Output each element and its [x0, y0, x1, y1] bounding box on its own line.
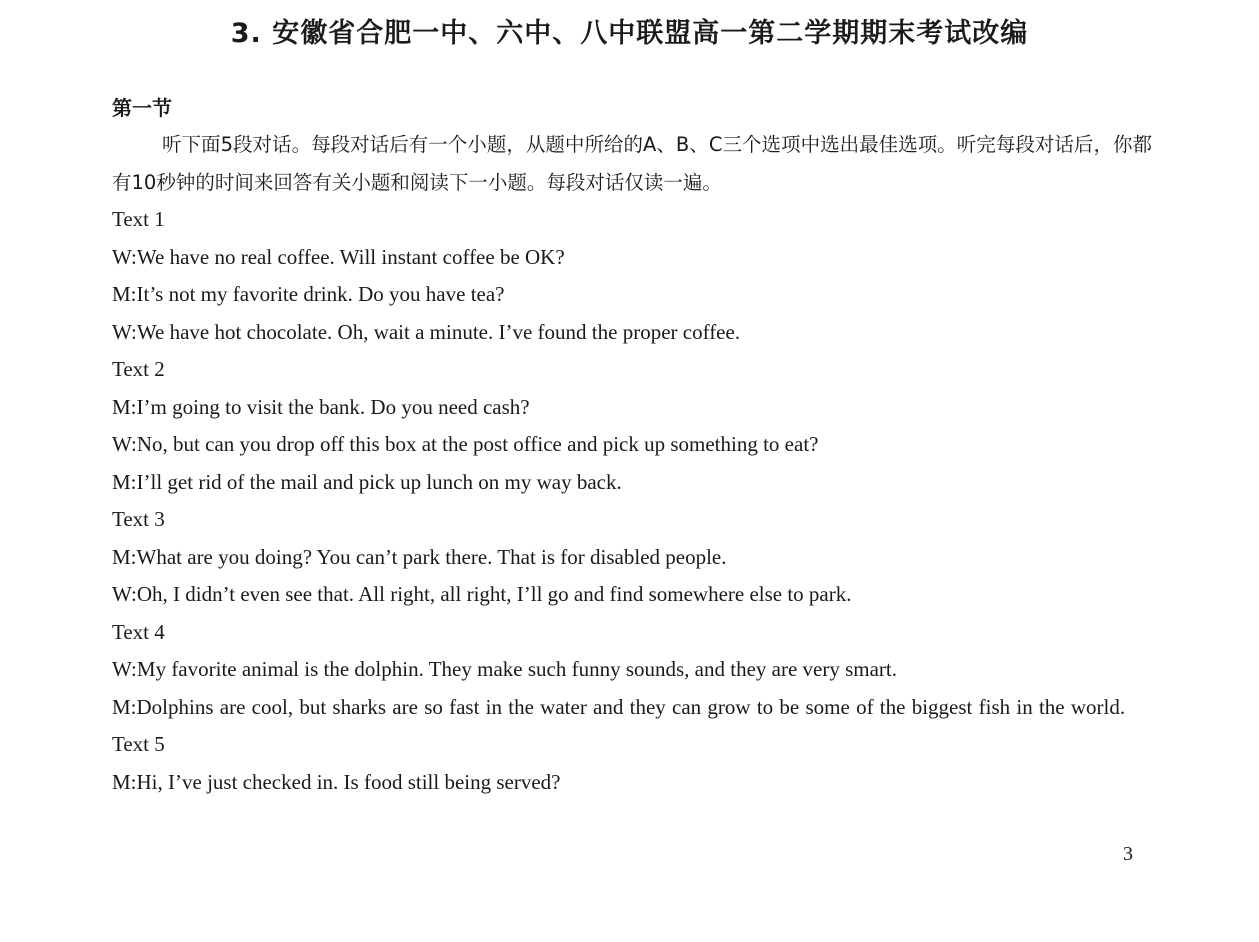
text-label: Text 1	[112, 207, 165, 231]
text-label: Text 4	[112, 619, 165, 644]
text-label: Text 2	[112, 357, 165, 381]
text-label: Text 3	[112, 507, 165, 531]
speaker: M:	[112, 469, 137, 494]
dialogue-text-1	[112, 201, 1152, 351]
dialogue-text-2	[112, 351, 1152, 501]
section-instructions: 听下面5段对话。每段对话后有一个小题，从题中所给的A、B、C三个选项中选出最佳选项。听完每段对话后，你都有10秒钟的时间来回答有关小题和阅读下一小题。每段对话仅读一遍。	[112, 133, 1152, 194]
dialogue-text-5	[112, 726, 1152, 801]
utterance: My favorite animal is the dolphin. They make such funny sounds, and they are very smart.	[136, 657, 897, 681]
dialogue-line	[112, 651, 1152, 689]
page-number: 3	[1123, 843, 1133, 865]
speaker: M:	[112, 394, 137, 419]
utterance: I’m going to visit the bank. Do you need cash?	[136, 394, 530, 419]
speaker: M:	[112, 282, 137, 306]
speaker: W:	[112, 582, 137, 606]
dialogue-line	[112, 239, 1152, 277]
speaker: W:	[112, 657, 137, 681]
speaker: M:	[112, 769, 137, 794]
dialogue-line	[112, 426, 1152, 464]
utterance: We have hot chocolate. Oh, wait a minute. I’ve found the proper coffee.	[136, 319, 741, 344]
utterance: What are you doing? You can’t park there. That is for disabled people.	[136, 544, 727, 569]
speaker: W:	[112, 244, 137, 269]
utterance: We have no real coffee. Will instant coffee be OK?	[136, 244, 565, 269]
dialogue-line	[112, 389, 1152, 427]
dialogue-line	[112, 576, 1152, 614]
dialogue-line	[112, 314, 1152, 352]
utterance: It’s not my favorite drink. Do you have tea?	[136, 282, 505, 306]
utterance: No, but can you drop off this box at the post office and pick up something to eat?	[136, 432, 819, 456]
text-label: Text 5	[112, 732, 165, 756]
utterance: Oh, I didn’t even see that. All right, all right, I’ll go and find somewhere else to park.	[136, 582, 852, 606]
utterance: Hi, I’ve just checked in. Is food still being served?	[136, 769, 561, 794]
speaker: W:	[112, 319, 137, 344]
dialogue-text-4	[112, 614, 1152, 727]
document-body	[112, 90, 1152, 801]
page-title: 3. 安徽省合肥一中、六中、八中联盟高一第二学期期末考试改编	[230, 18, 1029, 49]
dialogue-line	[112, 539, 1152, 577]
dialogue-text-3	[112, 501, 1152, 614]
speaker: M:	[112, 694, 137, 719]
dialogue-line	[112, 464, 1152, 502]
utterance: I’ll get rid of the mail and pick up lunch on my way back.	[136, 469, 622, 494]
dialogue-line	[112, 764, 1152, 802]
utterance: Dolphins are cool, but sharks are so fast in the water and they can grow to be some of the biggest fish in the world.	[136, 694, 1126, 719]
section-heading: 第一节	[112, 96, 172, 120]
speaker: W:	[112, 432, 137, 456]
speaker: M:	[112, 544, 137, 569]
dialogue-line	[112, 689, 1152, 727]
dialogue-line	[112, 276, 1152, 314]
